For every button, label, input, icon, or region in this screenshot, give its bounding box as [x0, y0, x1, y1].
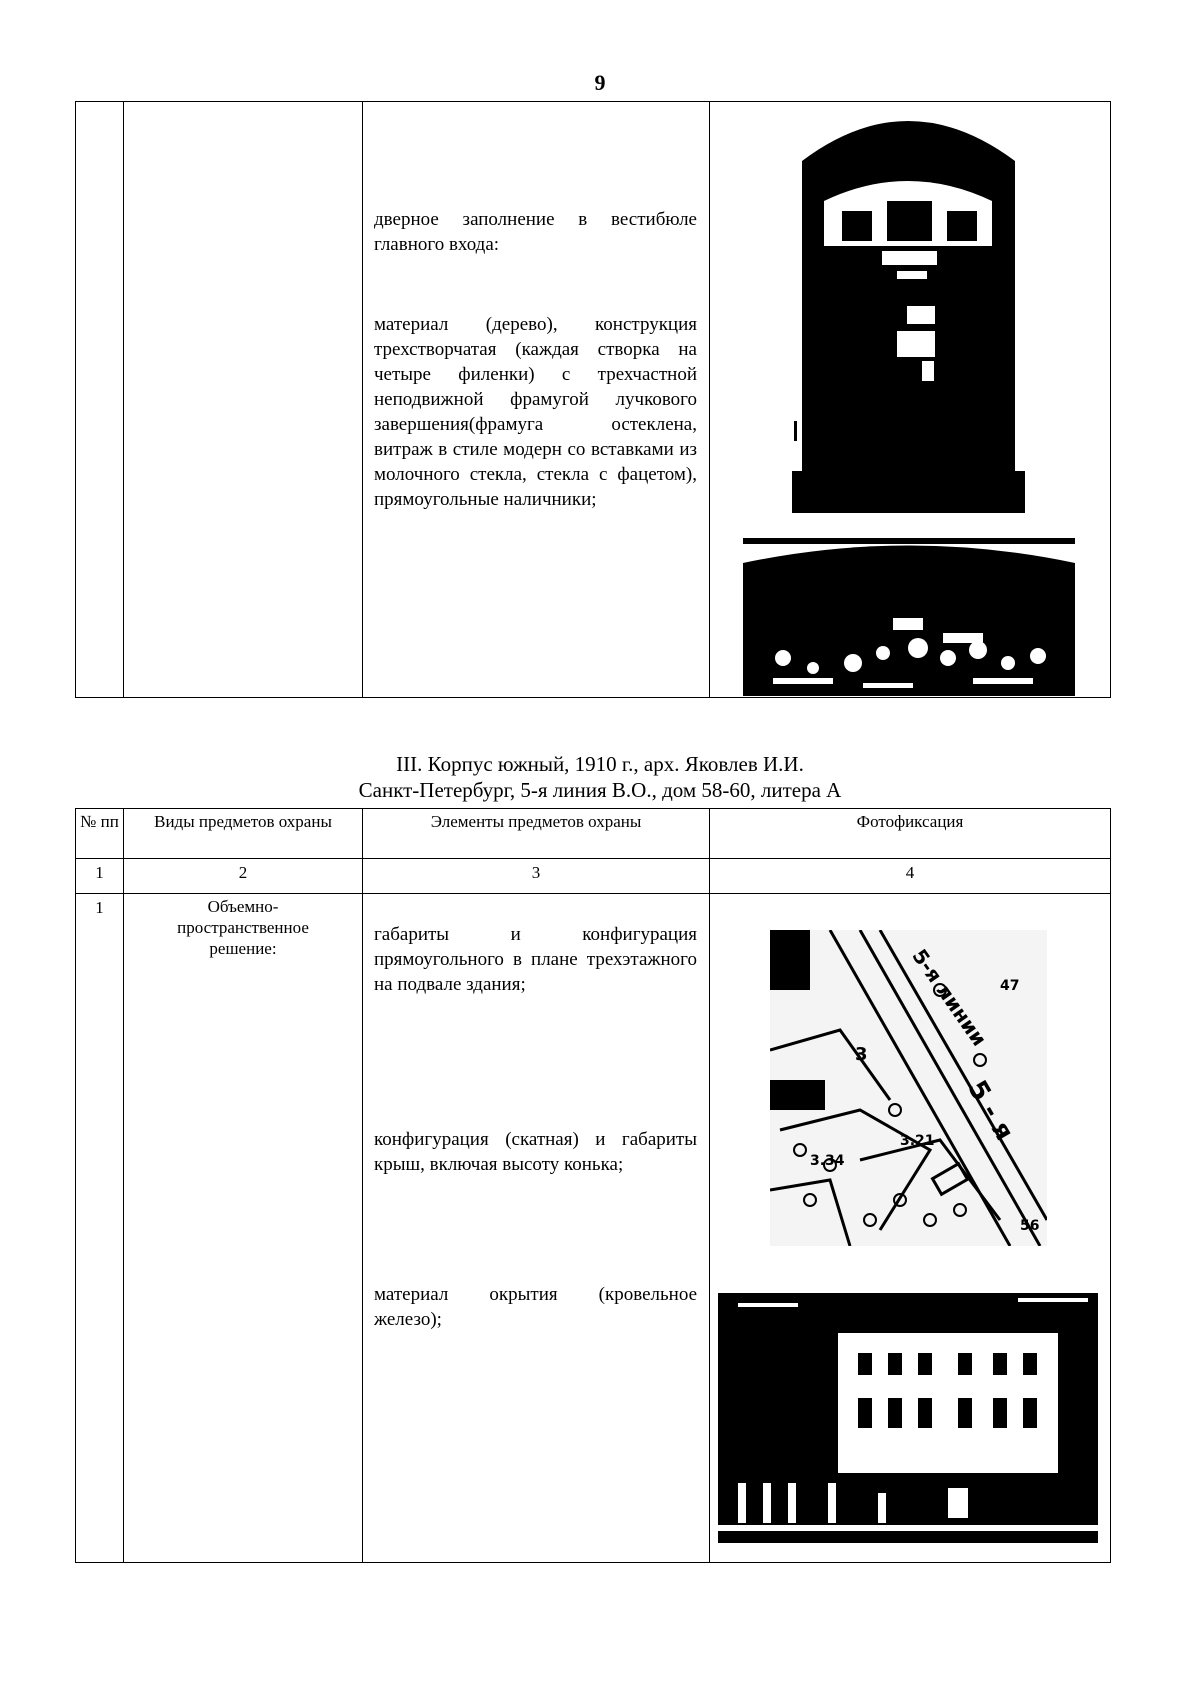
- site-map-icon: [770, 930, 1047, 1246]
- col-number-4: 4: [710, 859, 1111, 894]
- section-title-line-2: Санкт-Петербург, 5-я линия В.О., дом 58-60, литера А: [358, 778, 842, 802]
- element-roof-material: материал окрытия (кровельное железо);: [374, 1284, 697, 1330]
- map-label-5ya: 5 - я: [961, 1075, 1020, 1146]
- section-title-line-1: III. Корпус южный, 1910 г., арх. Яковлев И.И.: [396, 752, 804, 776]
- building-facade-photo-icon: [718, 1293, 1098, 1543]
- col-number-1: 1: [76, 859, 124, 894]
- col-number-2: 2: [124, 859, 363, 894]
- header-photo: Фотофиксация: [710, 809, 1111, 859]
- elements-cell: [363, 102, 710, 698]
- element-roof: конфигурация (скатная) и габариты крыш, включая высоту конька;: [374, 1129, 697, 1175]
- page-number: 9: [594, 70, 606, 95]
- row-elements: [363, 894, 710, 1563]
- map-label-47: 47: [1000, 978, 1020, 994]
- map-label-56: 56: [1020, 1218, 1040, 1234]
- map-label-334: 3.34: [810, 1153, 845, 1169]
- door-photo-icon: [792, 101, 1025, 513]
- type-cell: [124, 102, 363, 698]
- header-number: № пп: [76, 809, 124, 859]
- header-elements: Элементы предметов охраны: [363, 809, 710, 859]
- row-number: 1: [76, 894, 124, 1563]
- map-label-321: 3.21: [900, 1133, 935, 1149]
- number-cell: [76, 102, 124, 698]
- header-type: Виды предметов охраны: [124, 809, 363, 859]
- door-fill-heading: дверное заполнение в вестибюле главного входа:: [374, 209, 697, 255]
- map-label-3: 3: [855, 1044, 868, 1065]
- element-dimensions: габариты и конфигурация прямоугольного в плане трехэтажного на подвале здания;: [374, 924, 697, 995]
- map-label-line: 5-я линии: [907, 944, 992, 1051]
- door-fill-description: материал (дерево), конструкция трехстворчатая (каждая створка на четыре филенки) с трехчастной неподвижной фрамугой лучкового завершения(фрамуга остеклена, витраж в стиле модерн со вставками из молочного стекла, стекла с фацетом), прямоугольные наличники;: [374, 314, 697, 510]
- stained-glass-photo-icon: [743, 538, 1075, 696]
- col-number-3: 3: [363, 859, 710, 894]
- row-type: Объемно-пространственное решение:: [124, 894, 363, 1563]
